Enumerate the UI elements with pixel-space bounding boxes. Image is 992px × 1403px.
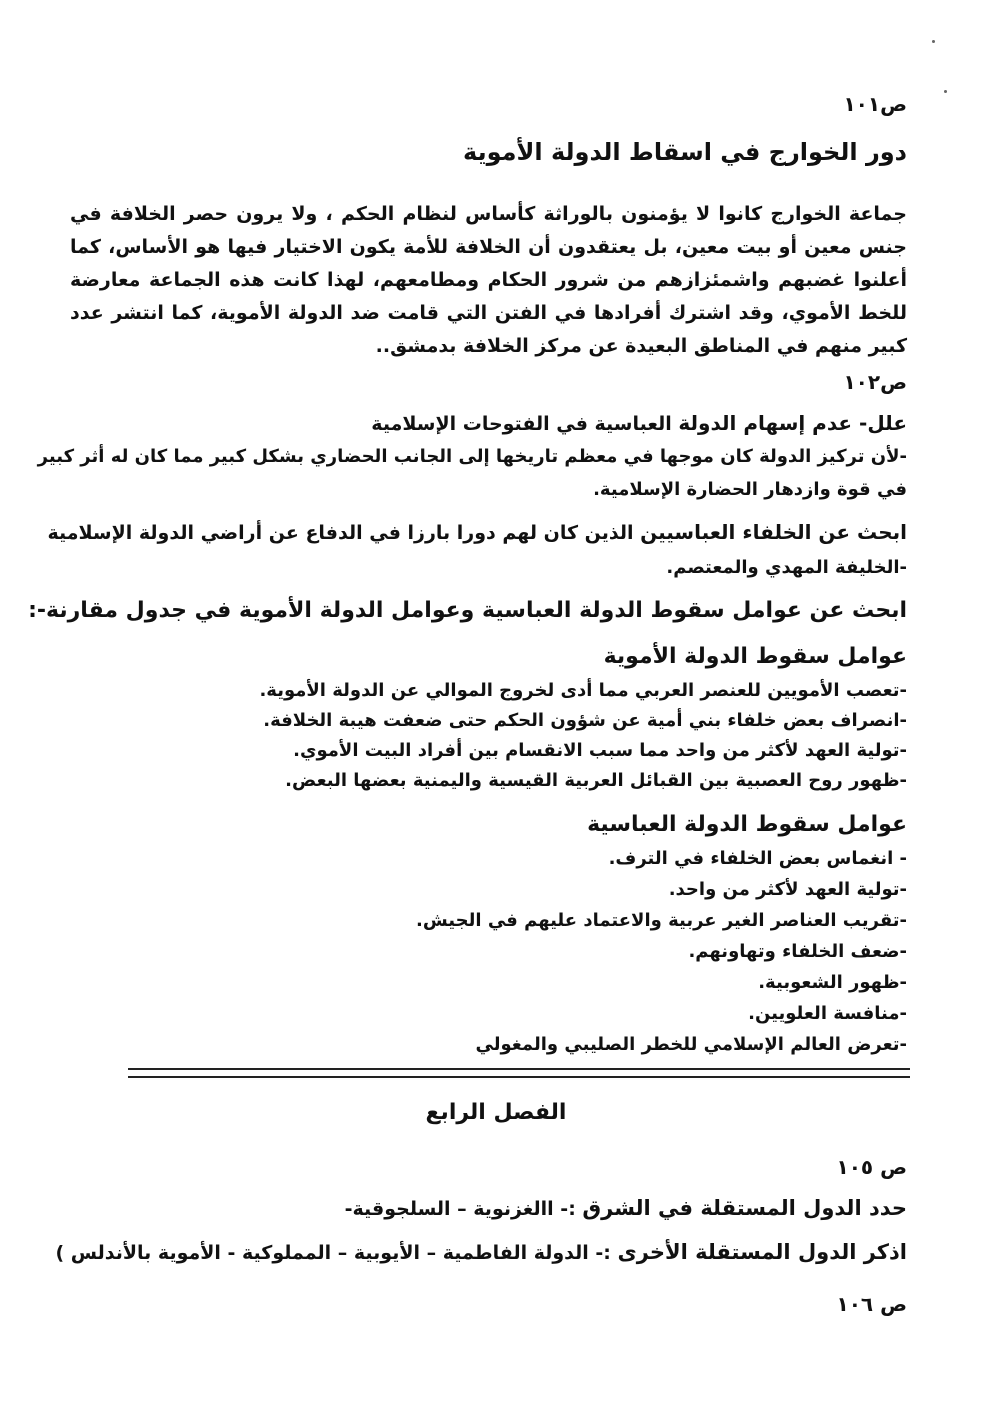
chapter-title: الفصل الرابع xyxy=(425,1100,567,1125)
answer-explain-line1: -لأن تركيز الدولة كان موجها في معظم تاريخها إلى الجانب الحضاري بشكل كبير مما كان له أثر كبير xyxy=(37,446,907,467)
abbasid-item: -تقريب العناصر الغير عربية والاعتماد عليهم في الجيش. xyxy=(416,910,907,931)
umayyad-item: -انصراف بعض خلفاء بني أمية عن شؤون الحكم حتى ضعفت هيبة الخلافة. xyxy=(263,710,907,731)
question-comparison: ابحث عن عوامل سقوط الدولة العباسية وعوامل الدولة الأموية في جدول مقارنة-: xyxy=(28,598,907,623)
page-number-106: ص ١٠٦ xyxy=(836,1292,907,1316)
khawarij-paragraph: جماعة الخوارج كانوا لا يؤمنون بالوراثة كأساس لنظام الحكم ، ولا يرون حصر الخلافة في جنس معين أو بيت معين، بل يعتقدون أن الخلافة للأمة يكون الاختيار فيها هو الأساس، كما أعلنوا غضبهم واشمئزازهم من شرور الحكام ومطامعهم، لهذا كانت هذه الجماعة معارضة للخط الأموي، وقد اشترك أفرادها في الفتن التي قامت ضد الدولة الأموية، كما انتشر عدد كبير منهم في المناطق البعيدة عن مركز الخلافة بدمشق.. xyxy=(70,203,907,357)
question-other-states-bold: اذكر الدول المستقلة الأخرى xyxy=(617,1240,907,1264)
question-caliphs xyxy=(47,520,907,544)
question-caliphs-bold: ابحث عن الخلفاء العباسيين xyxy=(640,520,907,544)
question-eastern-states-bold: حدد الدول المستقلة في الشرق xyxy=(582,1196,907,1220)
question-other-states-rest: :- الدولة الفاطمية – الأيوبية – المملوكية - الأموية بالأندلس ) xyxy=(55,1242,618,1264)
question-explain xyxy=(371,411,907,435)
abbasid-item: -ظهور الشعوبية. xyxy=(758,972,907,993)
question-caliphs-rest: الذين كان لهم دورا بارزا في الدفاع عن أراضي الدولة الإسلامية xyxy=(47,522,641,544)
page-number-101: ص١٠١ xyxy=(843,92,907,116)
answer-caliphs: -الخليفة المهدي والمعتصم. xyxy=(666,557,907,578)
umayyad-item: -ظهور روح العصبية بين القبائل العربية القيسية واليمنية بعضها البعض. xyxy=(285,770,907,791)
abbasid-heading: عوامل سقوط الدولة العباسية xyxy=(587,812,907,837)
question-eastern-states xyxy=(345,1196,907,1220)
question-other-states xyxy=(55,1240,907,1264)
umayyad-item: -تعصب الأمويين للعنصر العربي مما أدى لخروج الموالي عن الدولة الأموية. xyxy=(259,680,907,701)
question-explain-rest: العباسية في الفتوحات الإسلامية xyxy=(371,413,679,435)
answer-explain-line2: في قوة وازدهار الحضارة الإسلامية. xyxy=(593,479,907,500)
double-divider xyxy=(128,1068,910,1078)
abbasid-item: -ضعف الخلفاء وتهاونهم. xyxy=(688,941,907,962)
page-number-105: ص ١٠٥ xyxy=(836,1155,907,1179)
question-explain-bold: علل- عدم إسهام الدولة xyxy=(678,411,907,435)
abbasid-item: -تولية العهد لأكثر من واحد. xyxy=(668,879,907,900)
abbasid-item: -منافسة العلويين. xyxy=(748,1003,907,1024)
section-title: دور الخوارج في اسقاط الدولة الأموية xyxy=(463,138,907,166)
abbasid-item: - انغماس بعض الخلفاء في الترف. xyxy=(608,848,907,869)
question-eastern-states-rest: :- االغزنوية – السلجوقية- xyxy=(344,1198,583,1220)
umayyad-item: -تولية العهد لأكثر من واحد مما سبب الانقسام بين أفراد البيت الأموي. xyxy=(293,740,907,761)
page-number-102: ص١٠٢ xyxy=(843,370,907,394)
umayyad-heading: عوامل سقوط الدولة الأموية xyxy=(603,644,907,669)
abbasid-item: -تعرض العالم الإسلامي للخطر الصليبي والمغولي xyxy=(475,1034,907,1055)
scan-speck xyxy=(944,90,947,93)
scan-speck xyxy=(932,40,935,43)
